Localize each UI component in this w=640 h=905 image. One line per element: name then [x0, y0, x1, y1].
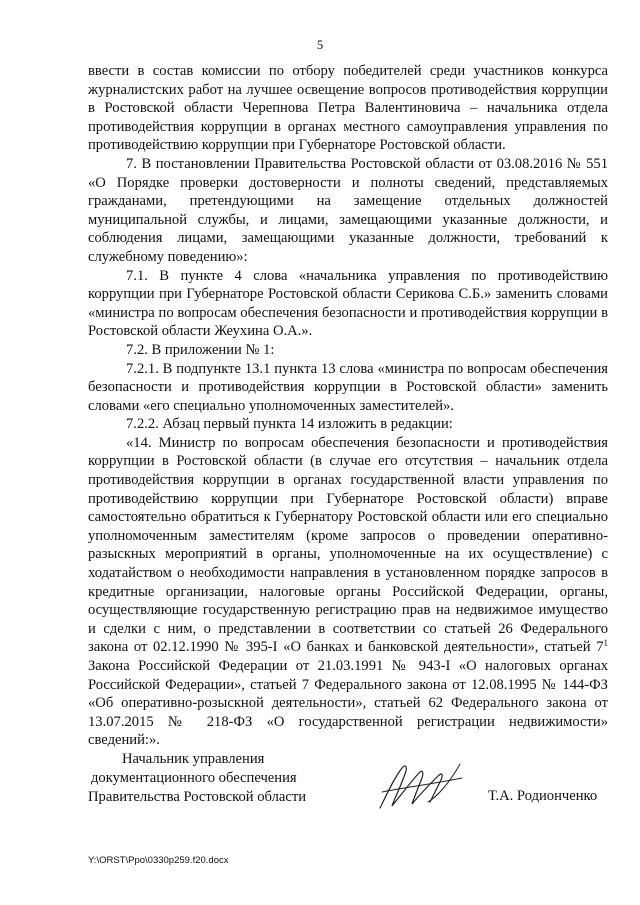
signatory-name: Т.А. Родионченко: [488, 788, 598, 804]
quote-superscript: 1: [603, 638, 608, 649]
signatory-title-line-2: документационного обеспечения: [91, 770, 297, 786]
quote-text-part-1: «14. Министр по вопросам обеспечения безопасности и противодействия коррупции в Ростовской области (в случае его отсутствия – начальник отдела противодействия коррупции в органах государственной власти управления по противодействию коррупции при Губернаторе Ростовской области) вправе самостоятельно обратиться к Губернатору Ростовской области или его специально уполномоченным заместителям (кроме запросов о проведении оперативно-разыскных мероприятий в органы, уполномоченные на их осуществление) с ходатайством о необходимости направления в установленном порядке запросов в кредитные организации, налоговые органы Российской Федерации, органы, осуществляющие государственную регистрацию прав на недвижимое имущество и сделки с ним, о представлении в соответствии со статьей 26 Федерального закона от 02.12.1990 № 395-I «О банках и банковской деятельности», статьей 7: [88, 434, 608, 656]
quote-text-part-2: Закона Российской Федерации от 21.03.1991 № 943-I «О налоговых органах Российской Федерации», статьей 7 Федерального закона от 12.08.1995 № 144-ФЗ «Об оперативно-розыскной деятельности», статьей 62 Федерального закона от 13.07.2015 № 218-ФЗ «О государственной регистрации недвижимости» сведений:».: [88, 658, 608, 749]
quoted-paragraph-14: [88, 434, 608, 750]
handwritten-signature: [372, 758, 468, 818]
paragraph-item-7: 7. В постановлении Правительства Ростовской области от 03.08.2016 № 551 «О Порядке проверки достоверности и полноты сведений, представляемых гражданами, претендующими на замещение отдельных должностей муниципальной службы, и лицами, замещающими указанные должности, и соблюдения лицами, замещающими указанные должности, требований к служебному поведению»:: [88, 155, 608, 265]
page-number: 5: [316, 38, 324, 52]
paragraph-item-7-1: 7.1. В пункте 4 слова «начальника управления по противодействию коррупции при Губернаторе Ростовской области Серикова С.Б.» заменить словами «министра по вопросам обеспечения безопасности и противодействия коррупции в Ростовской области Жеухина О.А.».: [88, 267, 608, 340]
signatory-title: [88, 750, 306, 807]
signatory-title-line-3: Правительства Ростовской области: [88, 789, 307, 805]
paragraph-item-7-2-2: 7.2.2. Абзац первый пункта 14 изложить в редакции:: [126, 416, 453, 433]
paragraph-item-7-2-1: 7.2.1. В подпункте 13.1 пункта 13 слова «министра по вопросам обеспечения безопасности и противодействия коррупции в Ростовской области» заменить словами «его специально уполномоченных заместителей».: [88, 360, 608, 414]
signatory-title-line-1: Начальник управления: [122, 751, 265, 767]
paragraph-continuation: ввести в состав комиссии по отбору победителей среди участников конкурса журналистских работ на лучшее освещение вопросов противодействия коррупции в Ростовской области Черепнова Петра Валентиновича – начальника отдела противодействия коррупции в органах местного самоуправления управления по противодействию коррупции при Губернаторе Ростовской области.: [88, 63, 608, 154]
paragraph-item-7-2: 7.2. В приложении № 1:: [126, 341, 275, 358]
file-path-footer: Y:\ORST\Ppo\0330p259.f20.docx: [88, 855, 229, 866]
document-body: [88, 62, 608, 750]
